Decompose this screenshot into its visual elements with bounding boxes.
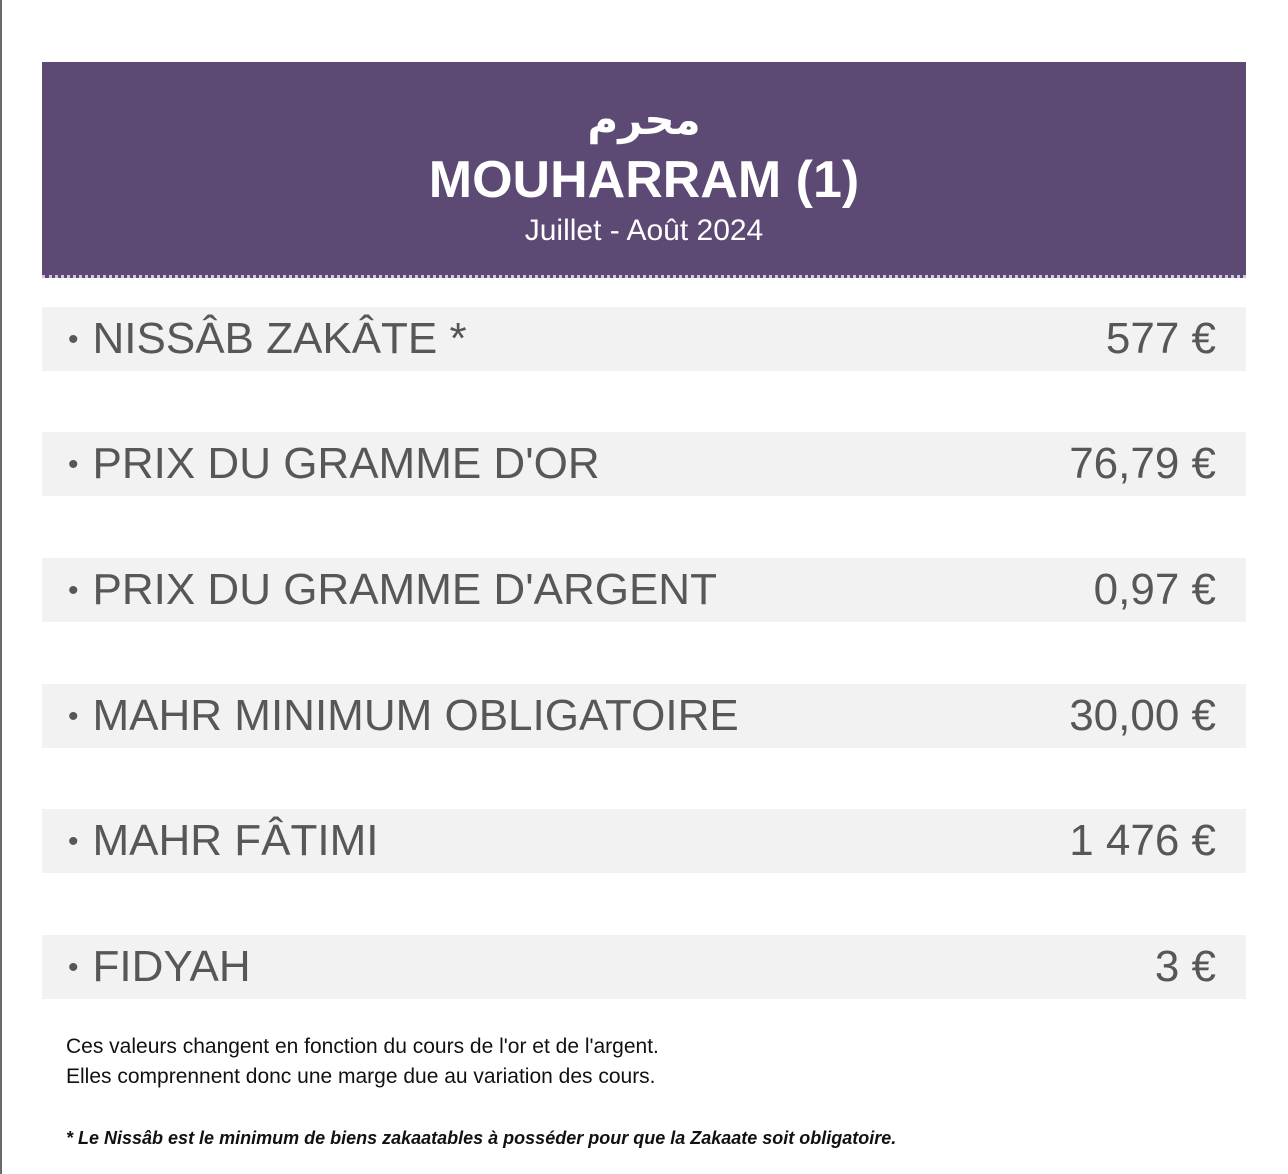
row-label-text: PRIX DU GRAMME D'ARGENT	[92, 565, 717, 614]
bullet-icon: •	[68, 700, 79, 733]
bullet-icon: •	[68, 951, 79, 984]
row-label	[68, 314, 467, 364]
row-label	[68, 565, 717, 615]
row-label-text: FIDYAH	[92, 942, 251, 991]
row-label-text: NISSÂB ZAKÂTE *	[92, 314, 467, 363]
month-header	[42, 62, 1246, 278]
month-title: MOUHARRAM (1)	[428, 151, 860, 209]
row-label-text: MAHR FÂTIMI	[92, 816, 379, 865]
bullet-icon: •	[68, 323, 79, 356]
row-fidyah	[42, 935, 1246, 999]
row-value: 577 €	[1105, 314, 1216, 363]
bullet-icon: •	[68, 574, 79, 607]
row-label	[68, 691, 739, 741]
row-value: 0,97 €	[1093, 565, 1216, 614]
row-mahr-minimum	[42, 684, 1246, 748]
row-prix-gramme-argent	[42, 558, 1246, 622]
row-nissab-zakate	[42, 307, 1246, 371]
row-value: 30,00 €	[1069, 691, 1216, 740]
note-line-1: Ces valeurs changent en fonction du cours de l'or et de l'argent.	[66, 1035, 659, 1058]
bullet-icon: •	[68, 825, 79, 858]
row-value: 3 €	[1154, 942, 1216, 991]
month-date-range: Juillet - Août 2024	[524, 214, 764, 247]
row-label	[68, 816, 379, 866]
row-label	[68, 439, 600, 489]
row-label-text: MAHR MINIMUM OBLIGATOIRE	[92, 691, 739, 740]
row-label	[68, 942, 251, 992]
note-line-2: Elles comprennent donc une marge due au variation des cours.	[66, 1065, 656, 1088]
row-mahr-fatimi	[42, 809, 1246, 873]
row-prix-gramme-or	[42, 432, 1246, 496]
bullet-icon: •	[68, 448, 79, 481]
footnote-nissab: * Le Nissâb est le minimum de biens zakaatables à posséder pour que la Zakaate soit obligatoire.	[66, 1128, 897, 1148]
arabic-month-name: محرم	[587, 95, 701, 144]
row-value: 76,79 €	[1069, 439, 1216, 488]
row-value: 1 476 €	[1069, 816, 1216, 865]
page-left-border	[0, 0, 2, 1174]
row-label-text: PRIX DU GRAMME D'OR	[92, 439, 600, 488]
